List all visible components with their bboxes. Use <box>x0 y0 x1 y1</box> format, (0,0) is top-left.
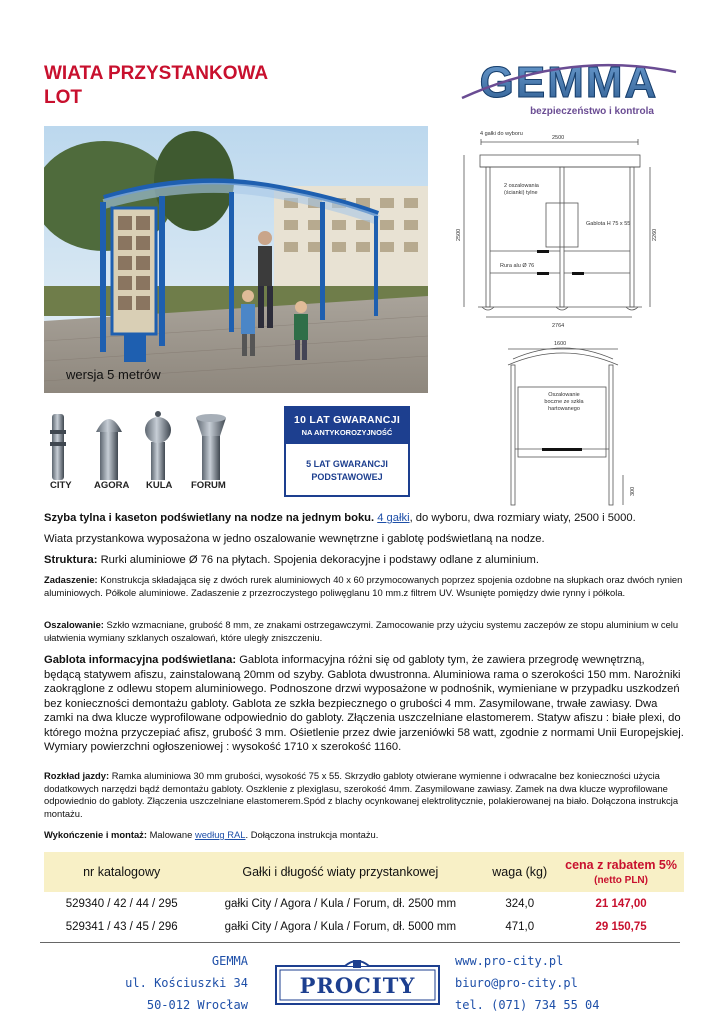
guarantee-badge <box>284 406 410 497</box>
finial-forum-icon <box>196 414 226 480</box>
footer-street: ul. Kościuszki 34 <box>125 976 248 990</box>
glazing-label: Oszalowanie: <box>44 619 104 630</box>
finish-post: . Dołączona instrukcja montażu. <box>245 829 379 840</box>
roof-text: Konstrukcja składająca się z dwóch rurek aluminiowych 40 x 60 przymocowanych poprzez spojenia ozdobne na słupkach oraz dwóch rynien aluminiowych. Półkole aluminiowe. Zadaszenie z przezroczystego poliwęglanu 10 mm.z filtrem UV. Wsunięte pomiędzy dwie rynny i półkola. <box>44 574 683 598</box>
drawing-display-label: Gablota H 75 x 55 <box>586 221 631 227</box>
structure-label: Struktura: <box>44 554 98 566</box>
finial-agora-icon <box>96 419 122 480</box>
footer-divider <box>40 942 680 943</box>
ral-link[interactable]: według RAL <box>194 829 246 840</box>
display-paragraph <box>44 653 684 755</box>
row-description: gałki City / Agora / Kula / Forum, dł. 2500 mm <box>224 897 457 910</box>
timetable-paragraph <box>44 770 684 820</box>
row-description: gałki City / Agora / Kula / Forum, dł. 5000 mm <box>224 920 457 933</box>
structure-paragraph <box>44 553 684 568</box>
drawing-width-bottom: 2764 <box>552 323 565 329</box>
equipment-paragraph: Wiata przystankowa wyposażona w jedno oszalowanie wewnętrzne i gablotę podświetlaną na nodze. <box>44 533 545 545</box>
price-table <box>44 852 684 938</box>
header-price-main: cena z rabatem 5% <box>565 858 677 872</box>
footer-company: GEMMA <box>211 954 248 968</box>
header-catalog-number: nr katalogowy <box>44 852 199 892</box>
drawing-side-width: 1600 <box>554 341 567 347</box>
logo-tagline: bezpieczeństwo i kontrola <box>530 106 654 117</box>
structure-text: Rurki aluminiowe Ø 76 na płytach. Spojenia dekoracyjne i podstawy odlane z aluminium. <box>97 554 539 566</box>
glazing-text: Szkło wzmacniane, grubość 8 mm, ze znakami ostrzegawczymi. Zamocowanie przy użyciu systemu zaczepów ze stopu aluminium w celu ułatwienia wymiany szklanych oszalowań, które uległy zniszczeniu. <box>44 619 679 643</box>
logo-wordmark: GEMMA <box>458 58 680 108</box>
drawing-height-right: 2260 <box>652 228 658 241</box>
title-line-2: LOT <box>44 87 82 108</box>
timetable-text: Ramka aluminiowa 30 mm grubości, wysokość 75 x 55. Skrzydło gabloty otwierane wymienne i odwracalne bez konieczności użycia dodatkowych narzędzi bądź demontażu gabloty. Oszklenie z plexiglasu, szerokość 4mm. Zasymilowane zawiasy. Zamek na dwa klucze wyprofilowane odpowiednio do gabloty. Złączenia uszczelniane elastomerem.Spód z blachy ocynkowanej elektrolitycznie, polakierowanej na biało. Dołączona instrukcja montażu. <box>44 770 679 819</box>
finial-label-forum: FORUM <box>191 480 226 491</box>
finial-options <box>44 400 244 498</box>
footer-phone: tel. (071) 734 55 04 <box>455 998 600 1012</box>
row-weight: 471,0 <box>505 920 535 933</box>
finish-label: Wykończenie i montaż: <box>44 829 147 840</box>
procity-wordmark: PROCITY <box>299 973 416 998</box>
footer-email-link[interactable]: biuro@pro-city.pl <box>455 976 578 990</box>
intro-bold: Szyba tylna i kaseton podświetlany na nodze na jednym boku. <box>44 512 375 524</box>
footer-web-link[interactable]: www.pro-city.pl <box>455 954 564 968</box>
drawing-height-left: 2500 <box>456 228 462 241</box>
finial-label-agora: AGORA <box>94 480 130 491</box>
page-title <box>44 62 268 110</box>
footer-address <box>120 950 248 1016</box>
header-weight: waga (kg) <box>481 852 558 892</box>
bus-shelter-photo <box>44 126 428 393</box>
row-catalog-number: 529340 / 42 / 44 / 295 <box>65 897 178 910</box>
header-description: Gałki i długość wiaty przystankowej <box>199 852 481 892</box>
glazing-paragraph <box>44 619 684 644</box>
row-catalog-number: 529341 / 43 / 45 / 296 <box>65 920 178 933</box>
intro-paragraph <box>44 511 684 526</box>
finish-pre: Malowane <box>146 829 195 840</box>
header-price-unit: (netto PLN) <box>594 875 648 886</box>
finial-label-city: CITY <box>50 480 72 491</box>
drawing-side-base: 300 <box>630 486 636 496</box>
finial-label-kula: KULA <box>146 480 173 491</box>
finials-illustration <box>44 400 244 480</box>
drawing-side-label: Oszalowanie boczne ze szkła hartowanego <box>544 392 584 412</box>
procity-logo <box>275 960 440 1006</box>
price-table-header <box>44 852 684 892</box>
finial-kula-icon <box>145 411 171 480</box>
finial-city-icon <box>50 414 66 480</box>
gemma-logo-swoosh <box>458 58 680 110</box>
display-text: Gablota informacyjna różni się od gabloty tym, że zawiera przegrodę wewnętrzną, będącą statywem afiszu, zainstalowaną 20mm od szyby. Gablota dwustronna. Aluminiowa rama o szerokości 150 mm. Narożniki zaokrąglone z odlewu stopem aluminiowego. Podnoszone drzwi wyposażone w podnośnik, wymieniane w przypadku uszkodzeń bez konieczności demontażu gabloty. Gablota ze szkła bezpiecznego o grubości 4 mm. Zasymilowane, trwałe zawiasy. Dwa zamki na dwa klucze wyprofilowane odpowiednio do gabloty. Złączenia uszczelniane elastomerem. Statyw afiszu : białe plexi, do którego można przyczepiać afisz, grubość 3 mm. Ośietlenie przez dwie jarzeniówki 58 watt, zgodnie z normami Unii Europejskiej. Wymiary powierzchni ogłoszeniowej : wysokość 1710 x szerokość 1160. <box>44 654 684 753</box>
display-label: Gablota informacyjna podświetlana: <box>44 654 237 666</box>
drawing-pipe-label: Rura alu Ø 76 <box>500 263 535 269</box>
title-line-1: WIATA PRZYSTANKOWA <box>44 63 269 84</box>
drawing-glass-label: 2 oszalowania (ścianki) tylne <box>504 183 539 196</box>
gemma-logo <box>458 58 680 120</box>
finish-paragraph <box>44 829 684 842</box>
timetable-label: Rozkład jazdy: <box>44 770 110 781</box>
guarantee-line-1: 10 LAT GWARANCJI <box>293 414 401 426</box>
roof-label: Zadaszenie: <box>44 574 98 585</box>
header-price <box>558 852 684 892</box>
technical-drawing-svg <box>456 127 661 507</box>
photo-caption: wersja 5 metrów <box>66 367 161 382</box>
guarantee-line-2: NA ANTYKOROZYJNOŚĆ <box>301 428 393 437</box>
table-row <box>44 892 684 915</box>
footer-contact <box>455 950 655 1016</box>
guarantee-line-3: 5 LAT GWARANCJI <box>306 459 388 469</box>
row-price: 29 150,75 <box>595 920 647 933</box>
roof-paragraph <box>44 574 684 599</box>
row-price: 21 147,00 <box>595 897 647 910</box>
technical-drawing <box>456 127 661 507</box>
table-row <box>44 915 684 938</box>
finials-link[interactable]: 4 gałki <box>377 512 410 524</box>
footer-city: 50-012 Wrocław <box>146 998 248 1012</box>
intro-rest: , do wyboru, dwa rozmiary wiaty, 2500 i 5000. <box>409 512 636 524</box>
row-weight: 324,0 <box>505 897 535 910</box>
guarantee-line-4: PODSTAWOWEJ <box>311 472 383 482</box>
drawing-note-finials: 4 gałki do wyboru <box>480 131 523 137</box>
shelter-photo-illustration <box>44 126 428 393</box>
drawing-width-top: 2500 <box>552 135 565 141</box>
